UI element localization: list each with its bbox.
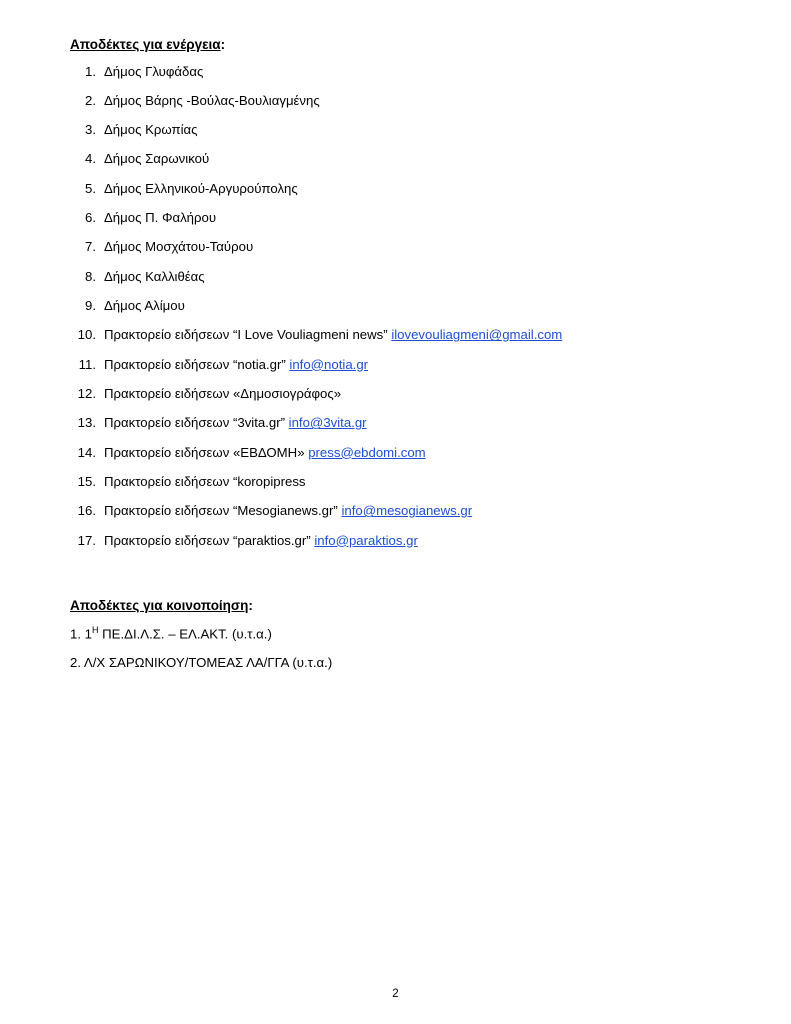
list-item-number: 7. — [85, 239, 96, 255]
list-item-number: 8. — [85, 268, 96, 284]
list-item-text: Πρακτορείο ειδήσεων «ΕΒΔΟΜΗ» press@ebdomi.com — [104, 444, 426, 460]
list-item-text: Δήμος Μοσχάτου-Ταύρου — [104, 239, 254, 255]
list-item-number: 10. — [77, 327, 96, 343]
list-item-text: Πρακτορείο ειδήσεων “notia.gr” info@notia.gr — [104, 356, 369, 372]
list-item — [70, 444, 720, 462]
list-item — [70, 356, 720, 374]
list-item-number: 14. — [77, 444, 96, 460]
list-item-text: Δήμος Βάρης -Βούλας-Βουλιαγμένης — [104, 92, 320, 108]
list-item — [70, 121, 720, 139]
action-recipients-heading-text: Αποδέκτες για ενέργεια — [70, 37, 221, 52]
list-item — [70, 63, 720, 81]
list-item-text: 2. Λ/Χ ΣΑΡΩΝΙΚΟΥ/ΤΟΜΕΑΣ ΛΑ/ΓΓΑ (υ.τ.α.) — [70, 655, 333, 671]
list-item-text: Πρακτορείο ειδήσεων “I Love Vouliagmeni news” ilovevouliagmeni@gmail.com — [104, 327, 563, 343]
list-item-number: 2. — [85, 92, 96, 108]
list-item-text: Πρακτορείο ειδήσεων “Mesogianews.gr” info@mesogianews.gr — [104, 503, 473, 519]
list-item — [70, 385, 720, 403]
list-item-text: Πρακτορείο ειδήσεων “koropipress — [104, 473, 306, 489]
cc-recipients-heading-colon: : — [248, 598, 253, 614]
list-item-number: 17. — [77, 532, 96, 548]
list-item — [70, 92, 720, 110]
email-link[interactable]: info@notia.gr — [289, 356, 369, 372]
email-link[interactable]: ilovevouliagmeni@gmail.com — [391, 327, 563, 343]
list-item-number: 9. — [85, 298, 96, 314]
list-item — [70, 414, 720, 432]
cc-recipients-heading — [70, 597, 720, 615]
list-item — [70, 624, 720, 643]
list-item — [70, 532, 720, 550]
list-item-text: Δήμος Γλυφάδας — [104, 63, 204, 79]
list-item — [70, 268, 720, 286]
list-item-number: 4. — [85, 151, 96, 167]
cc-section — [70, 597, 720, 672]
list-item-number: 15. — [77, 473, 96, 489]
list-item-text: Πρακτορείο ειδήσεων “3vita.gr” info@3vita.gr — [104, 415, 367, 431]
email-link[interactable]: info@3vita.gr — [288, 415, 367, 431]
list-item-number: 6. — [85, 210, 96, 226]
list-item — [70, 502, 720, 520]
email-link[interactable]: info@paraktios.gr — [314, 532, 418, 548]
list-item — [70, 473, 720, 491]
list-item-text-rest: ΠΕ.ΔΙ.Λ.Σ. – ΕΛ.ΑΚΤ. (υ.τ.α.) — [98, 626, 272, 642]
list-item-text: Πρακτορείο ειδήσεων «Δημοσιογράφος» — [104, 385, 342, 401]
page-number: 2 — [392, 988, 399, 1000]
list-item-number: 12. — [77, 385, 96, 401]
list-item-text: Δήμος Καλλιθέας — [104, 268, 205, 284]
list-item-text: Πρακτορείο ειδήσεων “paraktios.gr” info@paraktios.gr — [104, 532, 418, 548]
list-item — [70, 297, 720, 315]
list-item-text: Δήμος Σαρωνικού — [104, 151, 210, 167]
list-item — [70, 180, 720, 198]
list-item-text: Δήμος Π. Φαλήρου — [104, 210, 217, 226]
list-item-text: 1. 1 — [70, 626, 92, 642]
list-item — [70, 238, 720, 256]
list-item — [70, 150, 720, 168]
list-item-number: 5. — [85, 180, 96, 196]
list-item-text: Δήμος Αλίμου — [104, 298, 185, 314]
document-body — [70, 36, 720, 683]
list-item-number: 13. — [77, 415, 96, 431]
list-item-number: 1. — [85, 63, 96, 79]
list-item-text: Δήμος Κρωπίας — [104, 122, 198, 138]
list-item-number: 3. — [85, 122, 96, 138]
list-item — [70, 654, 720, 672]
ordinal-superscript: Η — [92, 624, 99, 635]
action-recipients-list — [70, 63, 720, 550]
email-link[interactable]: press@ebdomi.com — [308, 444, 426, 460]
list-item — [70, 326, 720, 344]
action-recipients-heading — [70, 36, 720, 54]
action-recipients-heading-colon: : — [220, 37, 226, 52]
list-item-number: 11. — [78, 356, 96, 372]
list-item — [70, 209, 720, 227]
cc-recipients-list — [70, 624, 720, 672]
email-link[interactable]: info@mesogianews.gr — [341, 503, 473, 519]
list-item-text: Δήμος Ελληνικού-Αργυρούπολης — [104, 180, 298, 196]
cc-recipients-heading-text: Αποδέκτες για κοινοποίηση — [70, 598, 249, 614]
list-item-number: 16. — [77, 503, 96, 519]
